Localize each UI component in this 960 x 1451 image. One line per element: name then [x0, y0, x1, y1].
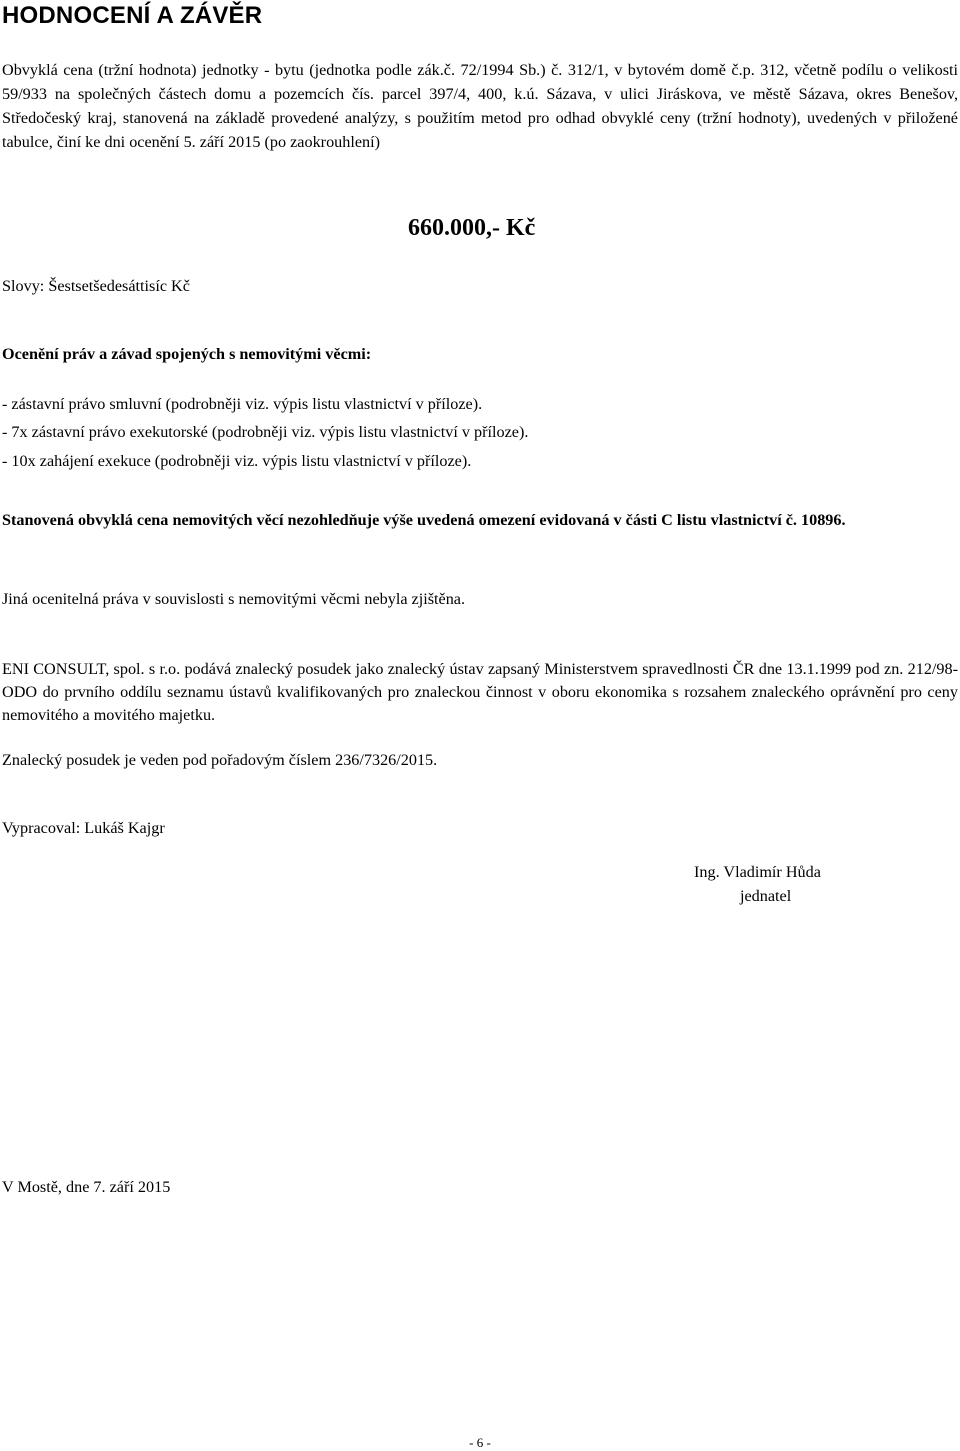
page-number: - 6 -	[469, 1435, 491, 1450]
valuation-summary-paragraph: Obvyklá cena (tržní hodnota) jednotky - bytu (jednotka podle zák.č. 72/1994 Sb.) č. 312/1, v bytovém domě č.p. 312, včetně podílu o velikosti 59/933 na společných částech domu a pozemcích čís. parcel 397/4, 400, k.ú. Sázava, v ulici Jiráskova, ve městě Sázava, okres Benešov, Středočeský kraj, stanovená na základě provedené analýzy, s použitím metod pro odhad obvyklé ceny (tržní hodnoty), uvedených v přiložené tabulce, činí ke dni ocenění 5. září 2015 (po zaokrouhlení)	[2, 61, 958, 151]
rights-item: - 7x zástavní právo exekutorské (podrobněji viz. výpis listu vlastnictví v příloze).	[2, 423, 529, 441]
other-rights-note: Jiná ocenitelná práva v souvislosti s nemovitými věcmi nebyla zjištěna.	[2, 590, 466, 608]
prepared-by: Vypracoval: Lukáš Kajgr	[2, 819, 165, 837]
price-in-words: Slovy: Šestsetšedesáttisíc Kč	[2, 277, 190, 295]
valuation-price: 660.000,- Kč	[408, 215, 536, 241]
signatory-name: Ing. Vladimír Hůda	[694, 863, 821, 881]
rights-heading: Ocenění práv a závad spojených s nemovitými věcmi:	[2, 345, 372, 363]
company-statement: ENI CONSULT, spol. s r.o. podává znalecký posudek jako znalecký ústav zapsaný Ministerstvem spravedlnosti ČR dne 13.1.1999 pod zn. 212/98-ODO do prvního oddílu seznamu ústavů kvalifikovaných pro znaleckou činnost v oboru ekonomika s rozsahem znaleckého oprávnění pro ceny nemovitého a movitého majetku.	[2, 660, 958, 724]
restriction-note: Stanovená obvyklá cena nemovitých věcí nezohledňuje výše uvedená omezení evidovaná v části C listu vlastnictví č. 10896.	[2, 511, 846, 529]
rights-item: - 10x zahájení exekuce (podrobněji viz. výpis listu vlastnictví v příloze).	[2, 452, 472, 470]
signatory-title: jednatel	[740, 887, 792, 905]
register-number: Znalecký posudek je veden pod pořadovým číslem 236/7326/2015.	[2, 751, 438, 769]
rights-item: - zástavní právo smluvní (podrobněji viz. výpis listu vlastnictví v příloze).	[2, 395, 483, 413]
place-and-date: V Mostě, dne 7. září 2015	[2, 1178, 171, 1196]
section-heading: HODNOCENÍ A ZÁVĚR	[2, 2, 263, 29]
